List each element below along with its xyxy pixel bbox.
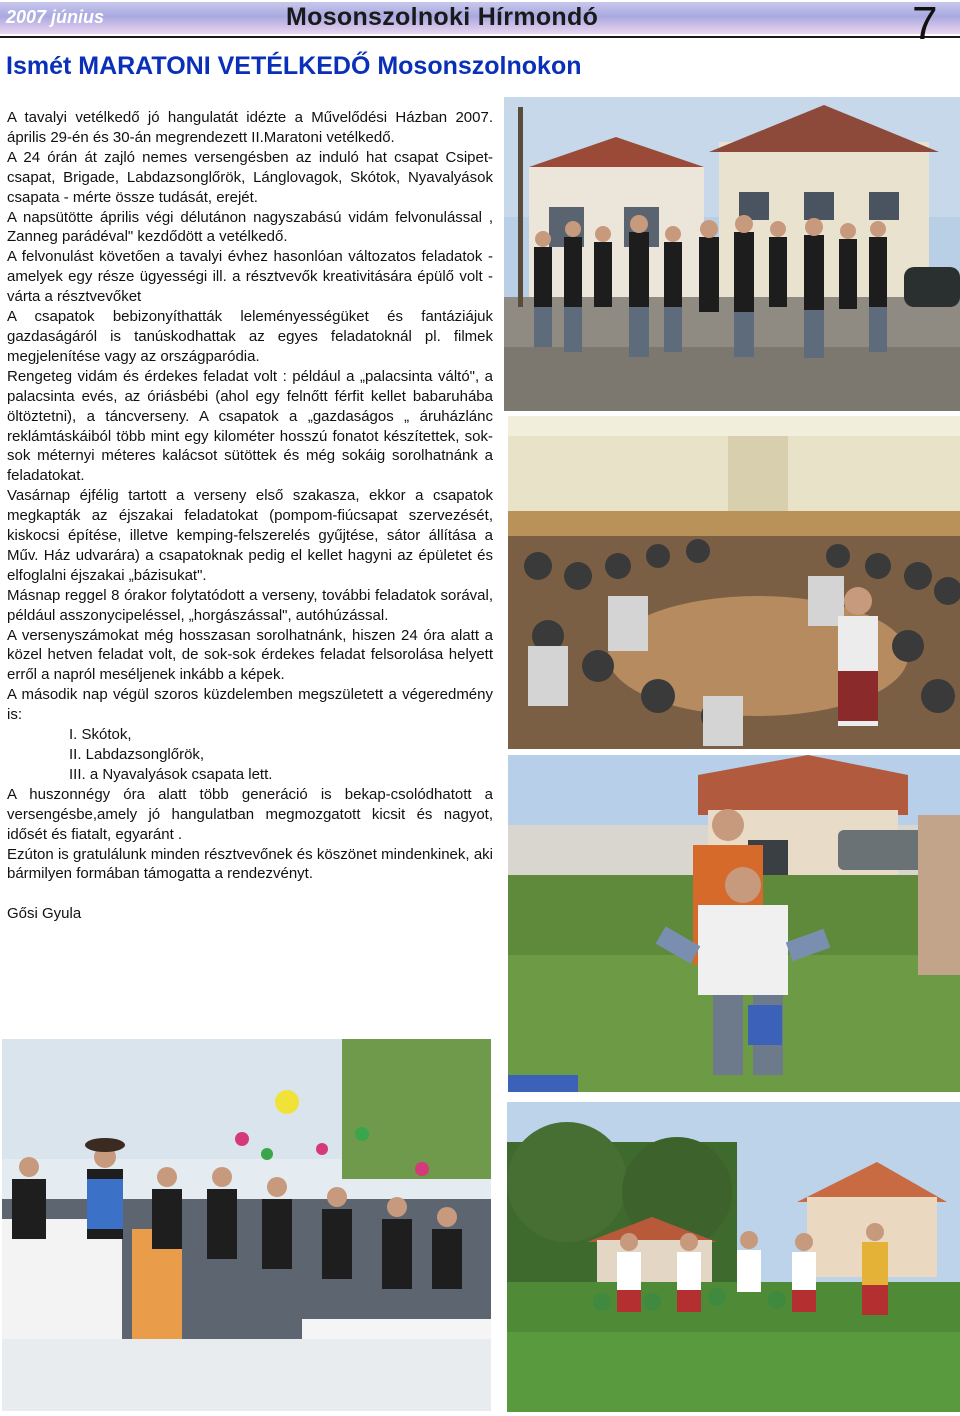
header-rule — [0, 36, 960, 38]
paragraph: A tavalyi vetélkedő jó hangulatát idézte a Művelődési Házban 2007. április 29-én és 30-án megrendezett II.Maratoni vetélkedő. — [7, 109, 493, 146]
paragraph: A napsütötte április végi délutánon nagyszabású vidám felvonulással , Zanneg parádéval" kezdődött a vetélkedő. — [7, 208, 493, 246]
result-third: III. a Nyavalyások csapata lett. — [69, 765, 273, 783]
kilt-competition-photo — [507, 1102, 960, 1412]
article-body — [7, 108, 493, 924]
paragraph: Másnap reggel 8 órakor folytatódott a verseny, további feladatok sorával, például asszonycipeléssel, „horgászással", autóhúzással. — [7, 586, 493, 624]
piggyback-race-photo — [508, 755, 960, 1092]
hall-audience-photo — [508, 416, 960, 749]
paragraph: A csapatok bebizonyíthatták leleményességüket és fantáziájuk gazdaságáról is tanúskodhattak az egyes feladatoknál pl. filmek megjelenítése vagy az országparódia. — [7, 308, 493, 365]
paragraph: Ezúton is gratulálunk minden résztvevőnek és köszönet mindenkinek, aki bármilyen formában támogatta a rendezvényt. — [7, 845, 493, 883]
parade-float-photo — [2, 1039, 491, 1411]
paragraph: Rengeteg vidám és érdekes feladat volt : például a „palacsinta váltó", a palacsinta evés, az óriásbébi (ahol egy felnőtt férfit kellet babaruhába öltöztetni), a táncverseny. A csapatok a „gazdaságos „ áruházlánc reklámtáskáiból több mint egy kilométer hosszú fonatot készítettek, sok-sok méternyi méteres kalácsot sütöttek és még sokáig sorolhatnánk a feladatokat. — [7, 367, 493, 485]
issue-date: 2007 június — [6, 7, 105, 27]
paragraph: A versenyszámokat még hosszasan sorolhatnánk, hiszen 24 óra alatt a közel hetven feladat volt, de sok-sok érdekes feladat felsorolása helyett erről a napról meséljenek inkább a képek. — [7, 626, 493, 684]
result-second: II. Labdazsonglőrök, — [69, 746, 205, 763]
masthead-title: Mosonszolnoki Hírmondó — [286, 3, 599, 31]
paragraph: A huszonnégy óra alatt több generáció is bekap-csolódhatott a versengésbe,amely jó hangulatban megmozgatott kicsit és nagyot, idősét és fiatalt, egyaránt . — [7, 785, 493, 843]
paragraph: A 24 órán át zajló nemes versengésben az induló hat csapat Csipet-csapat, Brigade, Labdazsonglőrök, Lánglovagok, Skótok, Nyavalyások csapata - mérte össze tudását, erejét. — [7, 148, 493, 206]
page-number: 7 — [912, 0, 938, 49]
paragraph: Vasárnap éjfélig tartott a verseny első szakasza, ekkor a csapatok megkapták az éjszakai feladatokat (pompom-fiúcsapat szervezését, kiskocsi építése, illetve kemping-felszerelés gyűjtése, sátor állítása a Műv. Ház udvarára) a csapatoknak pedig el kellet hagyni az épületet és elfoglalni éjszakai „bázisukat". — [7, 487, 493, 584]
article-headline: Ismét MARATONI VETÉLKEDŐ Mosonszolnokon — [6, 52, 582, 80]
paragraph: A második nap végül szoros küzdelemben megszületett a végeredmény is: — [7, 686, 493, 724]
parade-photo — [504, 97, 960, 411]
author-name: Gősi Gyula — [7, 905, 82, 923]
result-first: I. Skótok, — [69, 726, 132, 744]
paragraph: A felvonulást követően a tavalyi évhez hasonlóan változatos feladatok - amelyek egy része ügyességi ill. a résztvevők kreativitására épülő volt - várta a résztvevőket — [7, 248, 493, 306]
